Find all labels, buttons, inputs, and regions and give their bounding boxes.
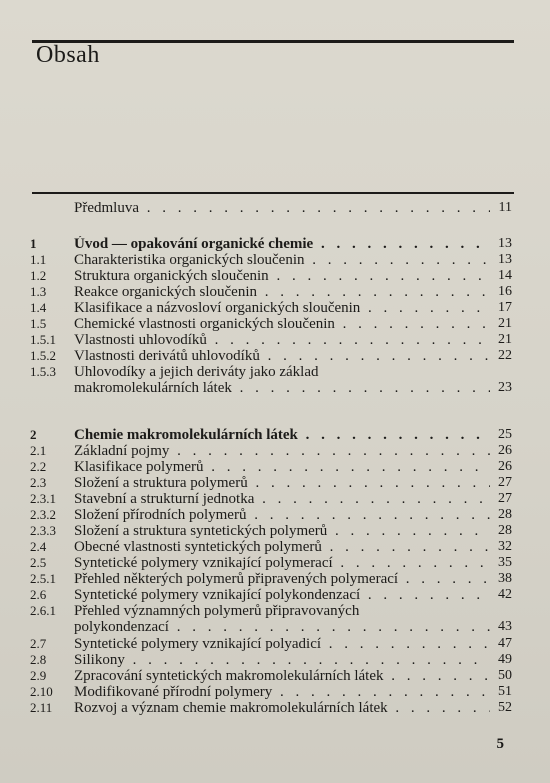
toc-entry-title [74, 200, 490, 216]
toc-entry-number: 1.1 [30, 252, 47, 267]
toc-entry [30, 523, 520, 539]
toc-entry-title-text: Reakce organických sloučenin [74, 284, 257, 300]
dot-leader [248, 475, 490, 491]
toc-entry-title-text: Klasifikace a názvosloví organických sloučenin [74, 300, 361, 316]
toc-entry-title [74, 380, 490, 396]
dot-leader [232, 380, 490, 396]
toc-entry-title-text: Složení a struktura polymerů [74, 475, 248, 491]
spacer [30, 216, 520, 236]
toc-entry-title [74, 507, 490, 523]
toc-entry-title-text: Charakteristika organických sloučenin [74, 252, 305, 268]
toc-entry-number: 2.6.1 [30, 603, 56, 618]
toc-entry-title [74, 475, 490, 491]
toc-entry [30, 332, 520, 348]
toc-entry [30, 475, 520, 491]
dot-leader [169, 619, 490, 635]
dot-leader [260, 348, 490, 364]
toc-entry-number: 1.2 [30, 268, 47, 283]
toc-entry-title-text: Stavební a strukturní jednotka [74, 491, 255, 507]
toc-entry [30, 200, 520, 216]
top-rule [32, 40, 514, 43]
toc-entry [30, 555, 520, 571]
toc-entry-page: 26 [498, 459, 512, 474]
dot-leader [333, 555, 490, 571]
toc-entry-number: 1.3 [30, 284, 47, 299]
toc-entry [30, 684, 520, 700]
page-number: 5 [496, 736, 504, 752]
toc-entry-title-text: Silikony [74, 652, 125, 668]
toc-entry-title-text: Syntetické polymery vznikající polyadicí [74, 636, 322, 652]
dot-leader [383, 668, 490, 684]
dot-leader [360, 587, 490, 603]
toc-entry [30, 364, 520, 380]
toc-entry-page: 52 [498, 700, 512, 715]
toc-entry-page: 28 [498, 507, 512, 522]
toc-entry-title [74, 619, 490, 635]
toc-entry [30, 652, 520, 668]
toc-entry-page: 22 [498, 348, 512, 363]
dot-leader [305, 252, 491, 268]
toc-entry-number: 2.6 [30, 587, 47, 602]
toc-entry-title-text: polykondenzací [74, 619, 169, 635]
dot-leader [204, 459, 490, 475]
toc-entry-title [74, 236, 490, 252]
dot-leader [313, 236, 490, 252]
toc-entry [30, 459, 520, 475]
toc-entry [30, 491, 520, 507]
dot-leader [272, 684, 490, 700]
toc-entry-page: 47 [498, 636, 512, 651]
toc-entry [30, 443, 520, 459]
dot-leader [169, 443, 490, 459]
dot-leader [125, 652, 490, 668]
toc-entry-title [74, 700, 490, 716]
dot-leader [246, 507, 490, 523]
toc-entry-page: 27 [498, 475, 512, 490]
dot-leader [327, 523, 490, 539]
toc-entry-title-text: Předmluva [74, 200, 139, 216]
toc-entry-page: 16 [498, 284, 512, 299]
dot-leader [298, 427, 490, 443]
toc-entry-title-text: Přehled významných polymerů připravovaných [74, 603, 360, 619]
toc-entry-page: 14 [498, 268, 512, 283]
toc-entry-title-text: Syntetické polymery vznikající polykondenzací [74, 587, 361, 603]
toc-entry-title [74, 300, 490, 316]
toc-entry-number: 2.5 [30, 555, 47, 570]
toc-entry-number: 2.3.2 [30, 507, 56, 522]
toc-entry-title [74, 459, 490, 475]
toc-entry [30, 268, 520, 284]
toc-entry-number: 1.4 [30, 300, 47, 315]
dot-leader [254, 491, 490, 507]
dot-leader [388, 700, 490, 716]
toc-entry-number: 2.3.1 [30, 491, 56, 506]
page-title: Obsah [36, 42, 100, 68]
toc-entry-title [74, 268, 490, 284]
toc-entry-page: 28 [498, 523, 512, 538]
toc-entry [30, 603, 520, 619]
toc-entry-title-text: Klasifikace polymerů [74, 459, 204, 475]
toc-entry [30, 571, 520, 587]
toc-entry-title-text: Složení přírodních polymerů [74, 507, 247, 523]
toc-entry-title [74, 571, 490, 587]
dot-leader [360, 300, 490, 316]
toc-entry-title [74, 539, 490, 555]
toc-entry-number: 2.1 [30, 443, 47, 458]
toc-entry-title-text: Vlastnosti uhlovodíků [74, 332, 207, 348]
toc-entry-page: 17 [498, 300, 512, 315]
toc-entry-title [74, 603, 490, 619]
toc-entry-title-text: Základní pojmy [74, 443, 170, 459]
toc-entry [30, 316, 520, 332]
toc-entry [30, 636, 520, 652]
toc-entry [30, 284, 520, 300]
toc-entry-title-text: Vlastnosti derivátů uhlovodíků [74, 348, 260, 364]
toc-entry [30, 252, 520, 268]
toc-entry [30, 236, 520, 252]
toc-entry-number: 2.5.1 [30, 571, 56, 586]
toc-entry-number: 2.3 [30, 475, 47, 490]
toc-entry-page: 32 [498, 539, 512, 554]
toc-entry-title-text: Syntetické polymery vznikající polymerací [74, 555, 333, 571]
toc-entry-number: 1.5 [30, 316, 47, 331]
toc-entry-page: 35 [498, 555, 512, 570]
toc-entry [30, 507, 520, 523]
dot-leader [207, 332, 490, 348]
toc-entry-title [74, 684, 490, 700]
toc-entry-title-text: makromolekulárních látek [74, 380, 232, 396]
section-rule [32, 192, 514, 194]
toc-entry-page: 38 [498, 571, 512, 586]
toc-entry-title [74, 652, 490, 668]
toc-entry-title-text: Zpracování syntetických makromolekulárních látek [74, 668, 384, 684]
toc-entry-number: 2 [30, 427, 37, 442]
toc-entry-title [74, 332, 490, 348]
toc-entry-number: 1.5.3 [30, 364, 56, 379]
toc-entry-page: 13 [498, 236, 512, 251]
toc-entry-page: 13 [498, 252, 512, 267]
toc-entry-number: 2.11 [30, 700, 53, 715]
toc-entry-number: 2.3.3 [30, 523, 56, 538]
toc-entry-title [74, 555, 490, 571]
table-of-contents [30, 200, 520, 716]
toc-entry-title [74, 348, 490, 364]
toc-entry-number: 2.4 [30, 539, 47, 554]
dot-leader [322, 539, 490, 555]
toc-entry-page: 49 [498, 652, 512, 667]
toc-entry-title-text: Modifikované přírodní polymery [74, 684, 273, 700]
toc-entry-page: 21 [498, 332, 512, 347]
toc-entry-title-text: Chemie makromolekulárních látek [74, 427, 298, 443]
toc-entry [30, 300, 520, 316]
toc-entry-page: 26 [498, 443, 512, 458]
toc-entry-title [74, 491, 490, 507]
toc-entry-title-text: Složení a struktura syntetických polymerů [74, 523, 328, 539]
dot-leader [257, 284, 490, 300]
toc-entry-page: 23 [498, 380, 512, 395]
dot-leader [335, 316, 490, 332]
toc-entry [30, 427, 520, 443]
toc-entry-number: 2.7 [30, 636, 47, 651]
spacer [30, 397, 520, 427]
toc-entry-number: 1.5.2 [30, 348, 56, 363]
toc-entry-continuation [30, 619, 520, 636]
toc-entry-title [74, 427, 490, 443]
toc-entry-title-text: Přehled některých polymerů připravených polymerací [74, 571, 399, 587]
toc-entry-title-text: Rozvoj a význam chemie makromolekulárních látek [74, 700, 388, 716]
toc-entry-page: 51 [498, 684, 512, 699]
toc-entry-page: 50 [498, 668, 512, 683]
toc-entry-page: 27 [498, 491, 512, 506]
toc-entry-title [74, 252, 490, 268]
toc-entry-title-text: Struktura organických sloučenin [74, 268, 269, 284]
toc-entry-title [74, 364, 490, 380]
toc-entry-title-text: Úvod — opakování organické chemie [74, 236, 314, 252]
toc-entry-number: 2.2 [30, 459, 47, 474]
toc-entry-continuation [30, 380, 520, 397]
toc-entry [30, 587, 520, 603]
toc-entry-page: 11 [498, 200, 512, 215]
toc-entry-number: 2.8 [30, 652, 47, 667]
toc-entry-number: 2.9 [30, 668, 47, 683]
dot-leader [398, 571, 490, 587]
dot-leader [269, 268, 490, 284]
toc-entry-title-text: Obecné vlastnosti syntetických polymerů [74, 539, 322, 555]
toc-entry-title-text: Chemické vlastnosti organických sloučenin [74, 316, 335, 332]
toc-entry [30, 700, 520, 716]
toc-entry-title [74, 636, 490, 652]
toc-entry-title-text: Uhlovodíky a jejich deriváty jako základ [74, 364, 319, 380]
toc-entry-title [74, 587, 490, 603]
toc-entry [30, 539, 520, 555]
toc-entry-number: 2.10 [30, 684, 53, 699]
toc-entry-page: 43 [498, 619, 512, 634]
toc-entry-page: 21 [498, 316, 512, 331]
toc-entry-title [74, 523, 490, 539]
toc-entry-title [74, 316, 490, 332]
toc-entry-number: 1.5.1 [30, 332, 56, 347]
toc-entry-title [74, 668, 490, 684]
dot-leader [139, 200, 490, 216]
toc-entry-page: 25 [498, 427, 512, 442]
toc-entry-number: 1 [30, 236, 37, 251]
toc-entry [30, 348, 520, 364]
dot-leader [321, 636, 490, 652]
toc-entry-title [74, 443, 490, 459]
toc-entry-title [74, 284, 490, 300]
toc-entry-page: 42 [498, 587, 512, 602]
toc-entry [30, 668, 520, 684]
